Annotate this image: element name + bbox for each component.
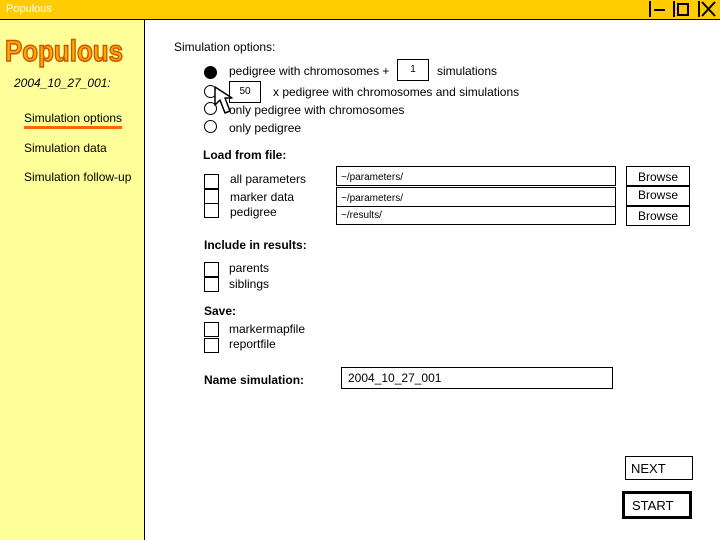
next-button[interactable]: NEXT xyxy=(625,456,693,480)
nav-simulation-data[interactable]: Simulation data xyxy=(24,141,107,155)
radio1-suffix: simulations xyxy=(437,64,498,78)
include-label-parents: parents xyxy=(229,261,270,275)
nav-simulation-follow-up[interactable]: Simulation follow-up xyxy=(24,170,132,184)
save-heading: Save: xyxy=(204,304,237,318)
radio-only-pedigree[interactable] xyxy=(204,120,217,133)
browse-button-pedigree[interactable]: Browse xyxy=(626,206,690,226)
checkbox-reportfile[interactable] xyxy=(204,338,219,353)
load-label-pedigree: pedigree xyxy=(230,205,277,219)
pedigree-count-input[interactable]: 50 xyxy=(229,81,261,103)
include-label-siblings: siblings xyxy=(229,277,270,291)
radio1-label: pedigree with chromosomes + xyxy=(229,64,390,78)
sidebar xyxy=(0,20,145,540)
checkbox-all-parameters[interactable] xyxy=(204,174,219,189)
start-button[interactable]: START xyxy=(622,491,692,519)
save-label-markermapfile: markermapfile xyxy=(229,322,306,336)
checkbox-markermapfile[interactable] xyxy=(204,322,219,337)
path-input-all-parameters[interactable]: ~/parameters/ xyxy=(336,166,616,186)
path-input-marker-data[interactable]: ~/parameters/ xyxy=(336,187,616,207)
radio4-label: only pedigree xyxy=(229,121,302,135)
checkbox-pedigree[interactable] xyxy=(204,203,219,218)
radio-pedigree-chromosomes-sims[interactable] xyxy=(204,66,217,79)
minimize-icon[interactable] xyxy=(648,0,668,18)
title-bar xyxy=(0,0,720,20)
browse-button-all-parameters[interactable]: Browse xyxy=(626,166,690,186)
checkbox-parents[interactable] xyxy=(204,262,219,277)
simulation-name-input[interactable]: 2004_10_27_001 xyxy=(341,367,613,389)
name-simulation-label: Name simulation: xyxy=(204,373,305,387)
browse-button-marker-data[interactable]: Browse xyxy=(626,186,690,206)
load-from-file-heading: Load from file: xyxy=(203,148,287,162)
load-label-marker-data: marker data xyxy=(230,190,295,204)
svg-text:Populous: Populous xyxy=(5,35,123,68)
nav-simulation-options[interactable]: Simulation options xyxy=(24,111,122,129)
radio3-label: only pedigree with chromosomes xyxy=(229,103,405,117)
close-icon[interactable] xyxy=(697,0,717,18)
run-id-label: 2004_10_27_001: xyxy=(14,76,111,90)
path-input-pedigree[interactable]: ~/results/ xyxy=(336,206,616,225)
simulation-count-input[interactable]: 1 xyxy=(397,59,429,81)
load-label-all-parameters: all parameters xyxy=(230,172,307,186)
checkbox-marker-data[interactable] xyxy=(204,189,219,204)
save-label-reportfile: reportfile xyxy=(229,337,276,351)
maximize-icon[interactable] xyxy=(672,0,692,18)
include-in-results-heading: Include in results: xyxy=(204,238,307,252)
mouse-cursor-icon xyxy=(213,85,245,121)
radio2-label: x pedigree with chromosomes and simulations xyxy=(273,85,520,99)
checkbox-siblings[interactable] xyxy=(204,277,219,292)
populous-logo xyxy=(3,28,127,68)
simulation-options-heading: Simulation options: xyxy=(174,40,276,54)
window-title: Populous xyxy=(6,3,52,15)
